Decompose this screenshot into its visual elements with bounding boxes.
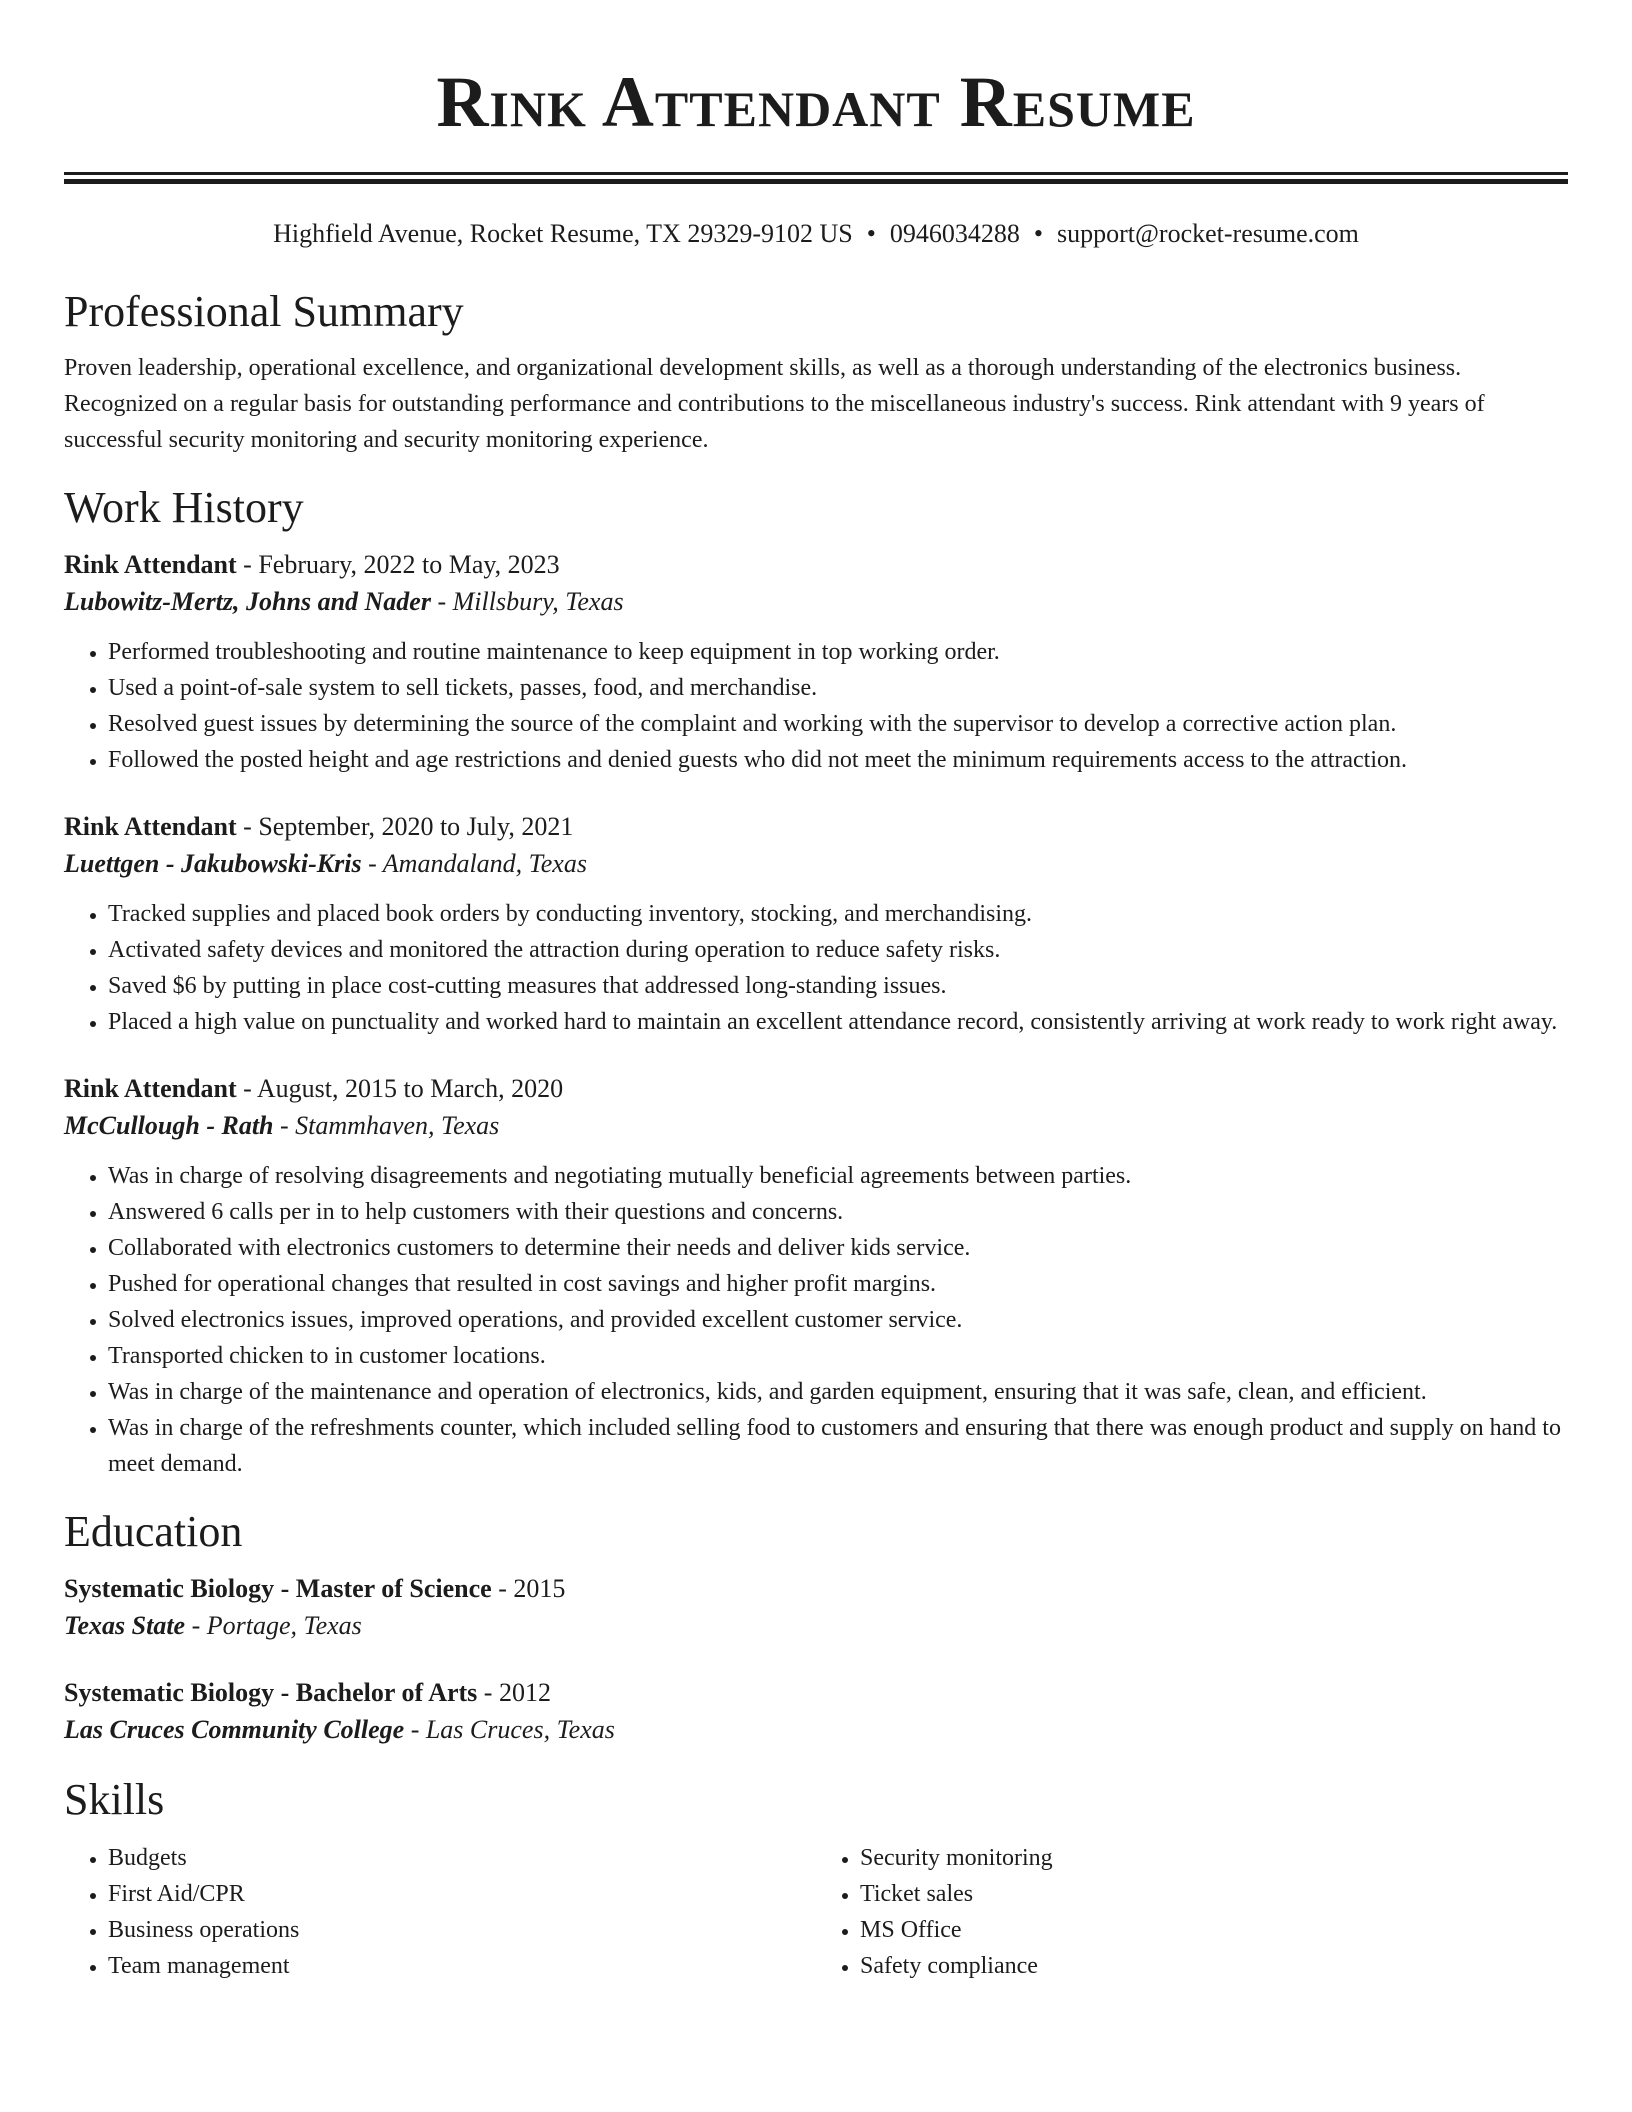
contact-separator: • <box>1033 219 1043 248</box>
skills-list-left <box>64 1840 816 1984</box>
job-header <box>64 548 1568 582</box>
summary-text: Proven leadership, operational excellence, and organizational development skills, as well as a thorough understanding of the electronics business. Recognized on a regular basis for outstanding performance and contributions to the miscellaneous industry's success. Rink attendant with 9 years of successful security monitoring and security monitoring experience. <box>64 355 1485 453</box>
job-employer <box>64 844 1568 884</box>
job-duty: • Performed troubleshooting and routine maintenance to keep equipment in top working order. <box>108 634 1568 670</box>
degree-year: - 2015 <box>491 1574 566 1603</box>
job-employer <box>64 1106 1568 1146</box>
summary-heading: Professional Summary <box>64 287 464 336</box>
job-location: - Millsbury, Texas <box>430 587 624 616</box>
contact-email[interactable]: support@rocket-resume.com <box>1056 219 1359 248</box>
degree-name: Systematic Biology - Bachelor of Arts <box>64 1678 478 1707</box>
job-company: McCullough - Rath <box>64 1111 274 1140</box>
job-duty: • Activated safety devices and monitored the attraction during operation to reduce safety risks. <box>108 932 1568 968</box>
degree-line <box>64 1676 1568 1710</box>
contact-line <box>64 218 1568 250</box>
education-entry <box>64 1676 1568 1750</box>
work-history-heading: Work History <box>64 483 304 532</box>
degree-name: Systematic Biology - Master of Science <box>64 1574 492 1603</box>
job-header <box>64 1072 1568 1106</box>
degree-line <box>64 1572 1568 1606</box>
contact-address: Highfield Avenue, Rocket Resume, TX 29329-9102 US <box>273 219 853 248</box>
job-location: - Amandaland, Texas <box>361 849 587 878</box>
skill-item: • First Aid/CPR <box>108 1876 816 1912</box>
skills-columns <box>64 1840 1568 1984</box>
school-location: - Las Cruces, Texas <box>404 1715 615 1744</box>
school-line <box>64 1710 1568 1750</box>
job-location: - Stammhaven, Texas <box>273 1111 500 1140</box>
job-dates: - February, 2022 to May, 2023 <box>236 550 560 579</box>
job-duties <box>64 634 1568 778</box>
education-entry <box>64 1572 1568 1646</box>
job-duty: • Collaborated with electronics customers to determine their needs and deliver kids service. <box>108 1230 1568 1266</box>
job-employer <box>64 582 1568 622</box>
job-duty: • Answered 6 calls per in to help customers with their questions and concerns. <box>108 1194 1568 1230</box>
job-duties <box>64 1158 1568 1482</box>
job-role: Rink Attendant <box>64 1074 237 1103</box>
job-duty: • Was in charge of the maintenance and operation of electronics, kids, and garden equipment, ensuring that it was safe, clean, and efficient. <box>108 1374 1568 1410</box>
skill-item: • Business operations <box>108 1912 816 1948</box>
contact-phone: 0946034288 <box>889 219 1020 248</box>
job-dates: - September, 2020 to July, 2021 <box>236 812 574 841</box>
degree-year: - 2012 <box>477 1678 551 1707</box>
job-entry <box>64 810 1568 1040</box>
skill-item: • Budgets <box>108 1840 816 1876</box>
school-line <box>64 1606 1568 1646</box>
job-dates: - August, 2015 to March, 2020 <box>236 1074 564 1103</box>
job-duties <box>64 896 1568 1040</box>
education-heading: Education <box>64 1507 243 1556</box>
school-name: Las Cruces Community College <box>64 1715 405 1744</box>
skills-list-right <box>816 1840 1568 1984</box>
job-entry <box>64 1072 1568 1482</box>
school-name: Texas State <box>64 1611 186 1640</box>
job-duty: • Transported chicken to in customer locations. <box>108 1338 1568 1374</box>
job-role: Rink Attendant <box>64 812 237 841</box>
job-entry <box>64 548 1568 778</box>
skill-item: • Safety compliance <box>860 1948 1568 1984</box>
job-duty: • Used a point-of-sale system to sell tickets, passes, food, and merchandise. <box>108 670 1568 706</box>
job-duty: • Solved electronics issues, improved operations, and provided excellent customer service. <box>108 1302 1568 1338</box>
job-duty: • Resolved guest issues by determining the source of the complaint and working with the supervisor to develop a corrective action plan. <box>108 706 1568 742</box>
job-duty: • Tracked supplies and placed book orders by conducting inventory, stocking, and merchandising. <box>108 896 1568 932</box>
title-double-rule <box>64 172 1568 184</box>
job-company: Luettgen - Jakubowski-Kris <box>64 849 362 878</box>
job-duty: • Was in charge of the refreshments counter, which included selling food to customers and ensuring that there was enough product and supply on hand to meet demand. <box>108 1410 1568 1482</box>
skill-item: • Team management <box>108 1948 816 1984</box>
school-location: - Portage, Texas <box>185 1611 362 1640</box>
skills-heading: Skills <box>64 1775 165 1824</box>
job-header <box>64 810 1568 844</box>
skill-item: • Ticket sales <box>860 1876 1568 1912</box>
job-duty: • Was in charge of resolving disagreements and negotiating mutually beneficial agreements between parties. <box>108 1158 1568 1194</box>
contact-separator: • <box>866 219 876 248</box>
job-duty: • Pushed for operational changes that resulted in cost savings and higher profit margins. <box>108 1266 1568 1302</box>
job-role: Rink Attendant <box>64 550 237 579</box>
skill-item: • MS Office <box>860 1912 1568 1948</box>
job-duty: • Saved $6 by putting in place cost-cutting measures that addressed long-standing issues. <box>108 968 1568 1004</box>
job-duty: • Placed a high value on punctuality and worked hard to maintain an excellent attendance record, consistently arriving at work ready to work right away. <box>108 1004 1568 1040</box>
skill-item: • Security monitoring <box>860 1840 1568 1876</box>
resume-title: Rink Attendant Resume <box>436 62 1196 142</box>
job-duty: • Followed the posted height and age restrictions and denied guests who did not meet the minimum requirements access to the attraction. <box>108 742 1568 778</box>
job-company: Lubowitz-Mertz, Johns and Nader <box>64 587 431 616</box>
